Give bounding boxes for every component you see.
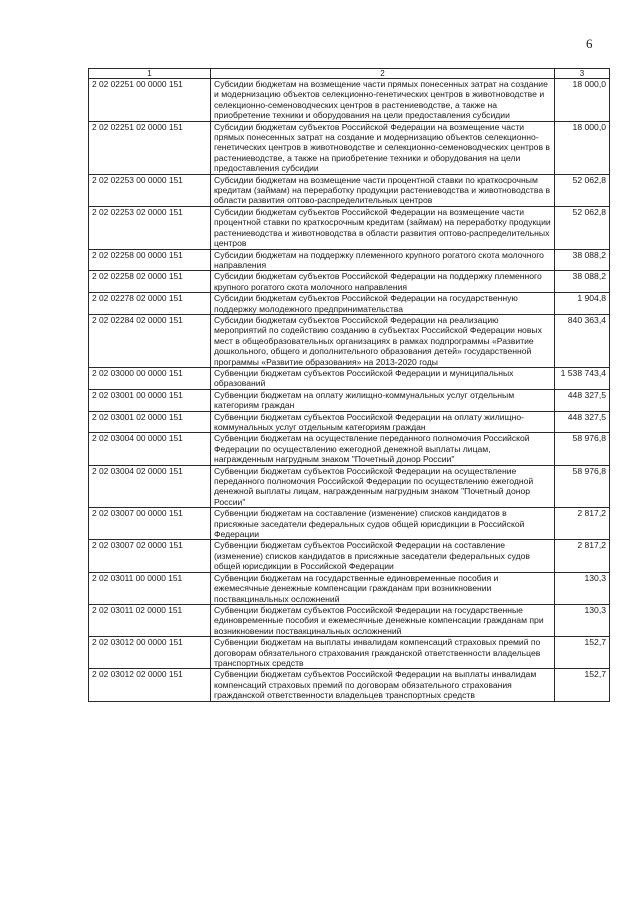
amount-cell: 38 088,2 — [555, 271, 610, 293]
amount-cell: 18 000,0 — [555, 121, 610, 174]
amount-cell: 18 000,0 — [555, 79, 610, 122]
budget-code-cell: 2 02 03000 00 0000 151 — [89, 367, 211, 389]
table-row — [89, 411, 610, 433]
revenue-name-cell: Субсидии бюджетам на поддержку племенного крупного рогатого скота молочного направления — [211, 249, 555, 271]
revenue-name-cell: Субсидии бюджетам субъектов Российской Федерации на реализацию мероприятий по содействию созданию в субъектах Российской Федерации новых мест в общеобразовательных организациях в рамках подпрограммы «Развитие дошкольного, общего и дополнительного образования детей» государственной программы «Развитие образования» на 2013-2020 годы — [211, 314, 555, 367]
table-row — [89, 174, 610, 206]
budget-revenue-table — [88, 68, 610, 702]
amount-cell: 2 817,2 — [555, 508, 610, 540]
amount-cell: 448 327,5 — [555, 411, 610, 433]
budget-code-cell: 2 02 02284 02 0000 151 — [89, 314, 211, 367]
revenue-name-cell: Субвенции бюджетам на оплату жилищно-коммунальных услуг отдельным категориям граждан — [211, 389, 555, 411]
revenue-name-cell: Субвенции бюджетам субъектов Российской Федерации на выплаты инвалидам компенсаций страховых премий по договорам обязательного страхования гражданской ответственности владельцев транспортных средств — [211, 669, 555, 701]
table-row — [89, 293, 610, 315]
table-row — [89, 540, 610, 572]
budget-code-cell: 2 02 02251 02 0000 151 — [89, 121, 211, 174]
table-row — [89, 508, 610, 540]
budget-code-cell: 2 02 03011 02 0000 151 — [89, 604, 211, 636]
budget-code-cell: 2 02 03011 00 0000 151 — [89, 572, 211, 604]
table-row — [89, 249, 610, 271]
budget-code-cell: 2 02 02258 02 0000 151 — [89, 271, 211, 293]
table-row — [89, 314, 610, 367]
budget-code-cell: 2 02 02253 02 0000 151 — [89, 206, 211, 249]
revenue-name-cell: Субсидии бюджетам субъектов Российской Федерации на государственную поддержку молодежного предпринимательства — [211, 293, 555, 315]
revenue-name-cell: Субсидии бюджетам на возмещение части процентной ставки по краткосрочным кредитам (займам) на переработку продукции растениеводства и животноводства в области развития оптово-распределительных центров — [211, 174, 555, 206]
table-header-row — [89, 69, 610, 79]
revenue-name-cell: Субвенции бюджетам субъектов Российской Федерации на составление (изменение) списков кандидатов в присяжные заседатели федеральных судов общей юрисдикции в Российской Федерации — [211, 540, 555, 572]
amount-cell: 38 088,2 — [555, 249, 610, 271]
revenue-name-cell: Субвенции бюджетам на выплаты инвалидам компенсаций страховых премий по договорам обязательного страхования гражданской ответственности владельцев транспортных средств — [211, 637, 555, 669]
revenue-name-cell: Субсидии бюджетам субъектов Российской Федерации на возмещение части прямых понесенных затрат на создание и модернизацию объектов селекционно-генетических центров в животноводстве и селекционно-семеноводческих центров в растениеводстве, а также на приобретение техники и оборудования на цели предоставления субсидии — [211, 121, 555, 174]
table-row — [89, 271, 610, 293]
revenue-name-cell: Субсидии бюджетам субъектов Российской Федерации на поддержку племенного крупного рогатого скота молочного направления — [211, 271, 555, 293]
table-row — [89, 367, 610, 389]
revenue-name-cell: Субвенции бюджетам на осуществление переданного полномочия Российской Федерации по осуществлению ежегодной денежной выплаты лицам, награжденным нагрудным знаком "Почетный донор России" — [211, 433, 555, 465]
revenue-name-cell: Субвенции бюджетам на государственные единовременные пособия и ежемесячные денежные компенсации гражданам при возникновении поствакцинальных осложнений — [211, 572, 555, 604]
budget-code-cell: 2 02 03001 02 0000 151 — [89, 411, 211, 433]
budget-code-cell: 2 02 02251 00 0000 151 — [89, 79, 211, 122]
amount-cell: 52 062,8 — [555, 174, 610, 206]
table-row — [89, 604, 610, 636]
revenue-name-cell: Субвенции бюджетам на составление (изменение) списков кандидатов в присяжные заседатели федеральных судов общей юрисдикции в Российской Федерации — [211, 508, 555, 540]
amount-cell: 130,3 — [555, 604, 610, 636]
table-row — [89, 389, 610, 411]
table-row — [89, 465, 610, 508]
table-row — [89, 121, 610, 174]
amount-cell: 130,3 — [555, 572, 610, 604]
budget-code-cell: 2 02 03012 00 0000 151 — [89, 637, 211, 669]
revenue-name-cell: Субвенции бюджетам субъектов Российской Федерации на осуществление переданного полномочия Российской Федерации по осуществлению ежегодной денежной выплаты лицам, награжденным нагрудным знаком "Почетный донор России" — [211, 465, 555, 508]
revenue-name-cell: Субсидии бюджетам на возмещение части прямых понесенных затрат на создание и модернизацию объектов селекционно-генетических центров в животноводстве и селекционно-семеноводческих центров в растениеводстве, а также на приобретение техники и оборудования на цели предоставления субсидии — [211, 79, 555, 122]
table-row — [89, 572, 610, 604]
revenue-name-cell: Субвенции бюджетам субъектов Российской Федерации и муниципальных образований — [211, 367, 555, 389]
budget-code-cell: 2 02 02278 02 0000 151 — [89, 293, 211, 315]
table-row — [89, 79, 610, 122]
amount-cell: 2 817,2 — [555, 540, 610, 572]
column-header-code: 1 — [89, 69, 211, 79]
amount-cell: 448 327,5 — [555, 389, 610, 411]
amount-cell: 152,7 — [555, 637, 610, 669]
table-row — [89, 433, 610, 465]
budget-code-cell: 2 02 02258 00 0000 151 — [89, 249, 211, 271]
budget-code-cell: 2 02 03007 02 0000 151 — [89, 540, 211, 572]
budget-code-cell: 2 02 03004 02 0000 151 — [89, 465, 211, 508]
amount-cell: 152,7 — [555, 669, 610, 701]
budget-code-cell: 2 02 03012 02 0000 151 — [89, 669, 211, 701]
amount-cell: 58 976,8 — [555, 465, 610, 508]
amount-cell: 840 363,4 — [555, 314, 610, 367]
column-header-amount: 3 — [555, 69, 610, 79]
table-row — [89, 669, 610, 701]
table-row — [89, 206, 610, 249]
column-header-name: 2 — [211, 69, 555, 79]
budget-code-cell: 2 02 03001 00 0000 151 — [89, 389, 211, 411]
budget-code-cell: 2 02 02253 00 0000 151 — [89, 174, 211, 206]
table-row — [89, 637, 610, 669]
table-body — [89, 79, 610, 702]
amount-cell: 1 904,8 — [555, 293, 610, 315]
revenue-name-cell: Субвенции бюджетам субъектов Российской Федерации на оплату жилищно-коммунальных услуг отдельным категориям граждан — [211, 411, 555, 433]
amount-cell: 58 976,8 — [555, 433, 610, 465]
budget-code-cell: 2 02 03007 00 0000 151 — [89, 508, 211, 540]
revenue-name-cell: Субсидии бюджетам субъектов Российской Федерации на возмещение части процентной ставки по краткосрочным кредитам (займам) на переработку продукции растениеводства и животноводства в области развития оптово-распределительных центров — [211, 206, 555, 249]
amount-cell: 1 538 743,4 — [555, 367, 610, 389]
amount-cell: 52 062,8 — [555, 206, 610, 249]
revenue-name-cell: Субвенции бюджетам субъектов Российской Федерации на государственные единовременные пособия и ежемесячные денежные компенсации гражданам при возникновении поствакцинальных осложнений — [211, 604, 555, 636]
budget-code-cell: 2 02 03004 00 0000 151 — [89, 433, 211, 465]
page-number: 6 — [586, 36, 593, 51]
